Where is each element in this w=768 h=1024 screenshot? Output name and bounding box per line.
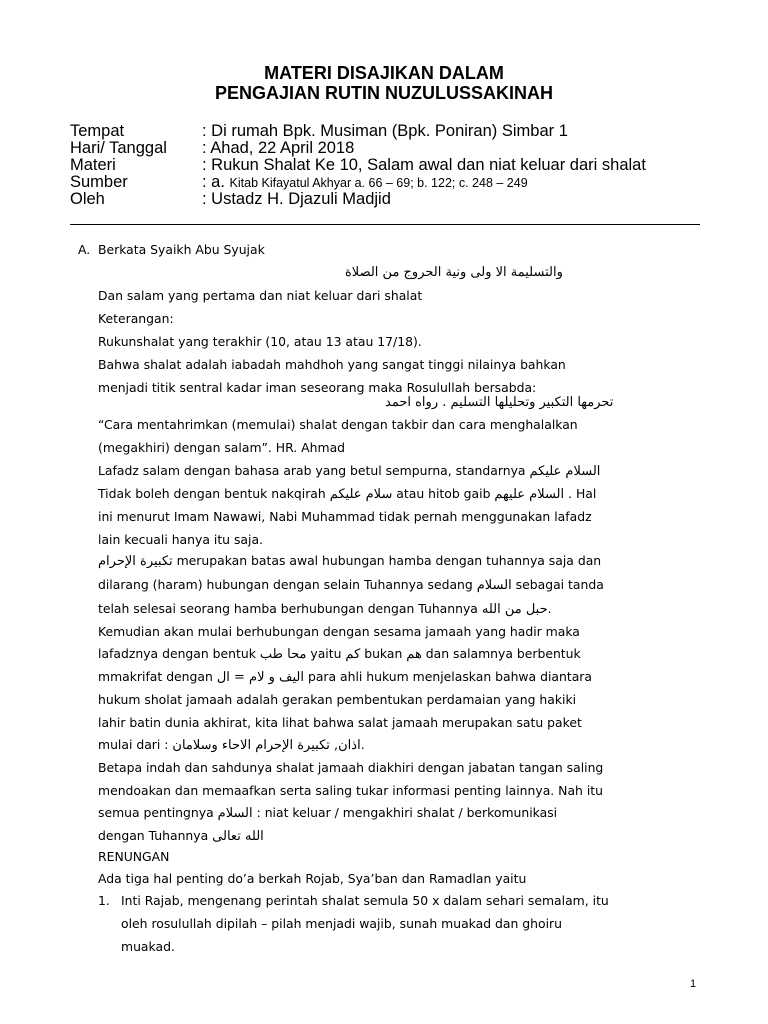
body-line <box>98 802 557 824</box>
meta-divider <box>70 224 700 225</box>
arabic-quote-1 <box>345 262 563 284</box>
arabic-inline: تكبيرة الإحرام <box>98 554 173 569</box>
meta-sumber-label: Sumber <box>70 173 128 191</box>
meta-tempat-row <box>70 122 740 140</box>
meta-oleh-label: Oleh <box>70 190 105 208</box>
body-line: lahir batin dunia akhirat, kita lihat bahwa salat jamaah merupakan satu paket <box>98 715 582 730</box>
body-line <box>98 666 592 688</box>
meta-hari-row <box>70 139 740 157</box>
body-text: Lafadz salam dengan bahasa arab yang betul sempurna, standarnya <box>98 463 526 478</box>
meta-tempat-label: Tempat <box>70 122 125 140</box>
list-item-marker: 1. <box>98 893 110 908</box>
body-text: mulai dari : <box>98 737 169 752</box>
arabic-quote-2-text: تحرمها التكبير وتحليلها التسليم . رواه احمد <box>385 395 614 410</box>
body-text: para ahli hukum menjelaskan bahwa diantara <box>307 669 592 684</box>
body-line: Betapa indah dan sahdunya shalat jamaah diakhiri dengan jabatan tangan saling <box>98 760 604 775</box>
body-line <box>98 483 596 505</box>
body-line <box>98 825 264 847</box>
arabic-inline: الله تعالى <box>212 829 264 844</box>
body-text: . <box>360 737 365 752</box>
arabic-inline: اليف و لام = ال <box>216 670 304 685</box>
list-item-line: muakad. <box>121 939 175 954</box>
arabic-quote-2 <box>385 392 613 414</box>
arabic-inline: كم <box>345 647 361 662</box>
page-number: 1 <box>690 978 697 990</box>
body-text: dengan Tuhannya <box>98 828 209 843</box>
renungan-heading: RENUNGAN <box>98 849 170 864</box>
document-title-line-2: PENGAJIAN RUTIN NUZULUSSAKINAH <box>214 83 553 103</box>
meta-sumber-row <box>70 173 740 191</box>
body-line: Keterangan: <box>98 311 174 326</box>
body-line: menjadi titik sentral kadar iman seseorang maka Rosulullah bersabda: <box>98 380 537 395</box>
arabic-quote-1-text: والتسليمة الا ولى ونية الحروج من الصلاة <box>345 265 563 280</box>
meta-oleh-value: : Ustadz H. Djazuli Madjid <box>202 190 391 208</box>
body-text: dan salamnya berbentuk <box>425 646 581 661</box>
arabic-inline: السلام <box>217 806 253 821</box>
body-line: Rukunshalat yang terakhir (10, atau 13 atau 17/18). <box>98 334 422 349</box>
arabic-inline: محا طب <box>259 647 307 662</box>
meta-oleh-row <box>70 190 740 208</box>
arabic-inline: هم <box>406 647 422 662</box>
body-line: mendoakan dan memaafkan serta saling tukar informasi penting lainnya. Nah itu <box>98 783 603 798</box>
arabic-inline: السلام <box>476 578 512 593</box>
body-text: semua pentingnya <box>98 805 214 820</box>
body-text: telah selesai seorang hamba berhubungan dengan Tuhannya <box>98 601 478 616</box>
body-line: Ada tiga hal penting do’a berkah Rojab, Sya’ban dan Ramadlan yaitu <box>98 871 527 886</box>
body-line: Dan salam yang pertama dan niat keluar dari shalat <box>98 288 423 303</box>
list-item-line: oleh rosulullah dipilah – pilah menjadi wajib, sunah muakad dan ghoiru <box>121 916 562 931</box>
body-line <box>98 598 552 620</box>
body-line: “Cara mentahrimkan (memulai) shalat dengan takbir dan cara menghalalkan <box>98 417 578 432</box>
arabic-inline: السلام عليكم <box>529 464 601 479</box>
body-line <box>98 734 365 756</box>
body-text: sebagai tanda <box>515 577 604 592</box>
body-text: dilarang (haram) hubungan dengan selain Tuhannya sedang <box>98 577 473 592</box>
body-line <box>98 550 601 572</box>
list-item-line: Inti Rajab, mengenang perintah shalat semula 50 x dalam sehari semalam, itu <box>121 893 609 908</box>
section-a-marker: A. <box>78 242 91 257</box>
body-line: Bahwa shalat adalah iabadah mahdhoh yang sangat tinggi nilainya bahkan <box>98 357 566 372</box>
arabic-inline: سلام عليكم <box>329 487 393 502</box>
body-line <box>98 643 581 665</box>
body-line <box>98 460 600 482</box>
arabic-inline: اذان, تكبيرة الإحرام الاحاء وسلامان <box>172 738 361 753</box>
meta-materi-label: Materi <box>70 156 116 174</box>
body-text: . Hal <box>568 486 597 501</box>
body-line: (megakhiri) dengan salam”. HR. Ahmad <box>98 440 346 455</box>
meta-sumber-text: Kitab Kifayatul Akhyar a. 66 – 69; b. 122; c. 248 – 249 <box>229 176 528 190</box>
arabic-inline: حبل من الله <box>481 602 548 617</box>
meta-materi-row <box>70 156 740 174</box>
body-line: lain kecuali hanya itu saja. <box>98 532 263 547</box>
meta-tempat-value: : Di rumah Bpk. Musiman (Bpk. Poniran) Simbar 1 <box>202 122 568 140</box>
meta-hari-value: : Ahad, 22 April 2018 <box>202 139 355 157</box>
meta-sumber-prefix: : a. <box>202 173 225 191</box>
body-line <box>98 574 604 596</box>
body-text: lafadznya dengan bentuk <box>98 646 256 661</box>
document-title-line-1: MATERI DISAJIKAN DALAM <box>264 63 504 83</box>
arabic-inline: السلام عليهم <box>494 487 565 502</box>
body-text: Tidak boleh dengan bentuk nakqirah <box>98 486 326 501</box>
body-text: : niat keluar / mengakhiri shalat / berkomunikasi <box>256 805 558 820</box>
body-text: atau hitob gaib <box>396 486 491 501</box>
body-text: merupakan batas awal hubungan hamba dengan tuhannya saja dan <box>176 553 602 568</box>
meta-hari-label: Hari/ Tanggal <box>70 139 167 157</box>
body-text: . <box>547 601 552 616</box>
meta-materi-value: : Rukun Shalat Ke 10, Salam awal dan niat keluar dari shalat <box>202 156 646 174</box>
body-text: bukan <box>364 646 403 661</box>
body-line: hukum sholat jamaah adalah gerakan pembentukan perdamaian yang hakiki <box>98 692 577 707</box>
section-a-heading: Berkata Syaikh Abu Syujak <box>98 242 265 257</box>
body-line: ini menurut Imam Nawawi, Nabi Muhammad tidak pernah menggunakan lafadz <box>98 509 592 524</box>
body-line: Kemudian akan mulai berhubungan dengan sesama jamaah yang hadir maka <box>98 624 580 639</box>
body-text: yaitu <box>310 646 342 661</box>
body-text: mmakrifat dengan <box>98 669 213 684</box>
